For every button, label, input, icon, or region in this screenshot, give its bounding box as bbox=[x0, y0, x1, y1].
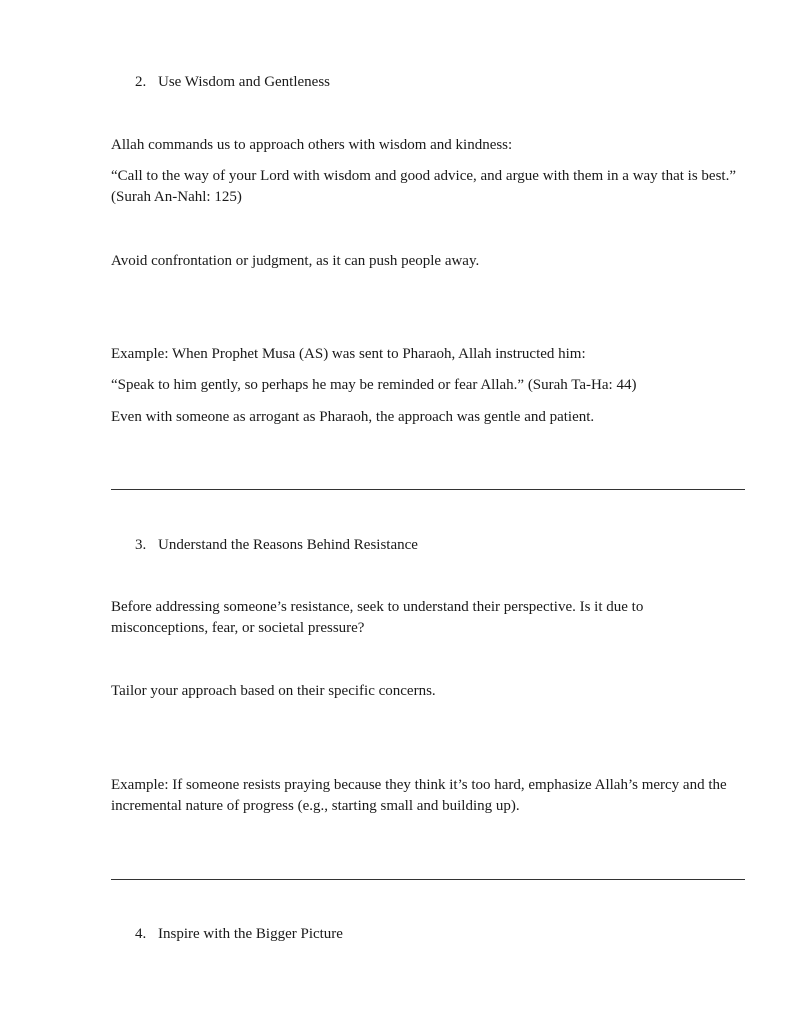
paragraph: Before addressing someone’s resistance, seek to understand their perspective. Is it due to misconceptions, fear, or societal pressure? bbox=[111, 599, 644, 636]
paragraph: Avoid confrontation or judgment, as it can push people away. bbox=[111, 253, 480, 269]
section-heading-3 bbox=[135, 535, 418, 555]
section-title: Understand the Reasons Behind Resistance bbox=[158, 537, 418, 553]
horizontal-divider bbox=[111, 879, 745, 880]
paragraph: Even with someone as arrogant as Pharaoh, the approach was gentle and patient. bbox=[111, 409, 595, 425]
section-title: Use Wisdom and Gentleness bbox=[158, 74, 331, 90]
section-heading-2 bbox=[135, 72, 330, 92]
quote-paragraph: “Speak to him gently, so perhaps he may be reminded or fear Allah.” (Surah Ta-Ha: 44) bbox=[111, 377, 637, 393]
section-number: 2. bbox=[135, 74, 147, 90]
example-paragraph: Example: If someone resists praying because they think it’s too hard, emphasize Allah’s mercy and the incremental nature of progress (e.g., starting small and building up). bbox=[111, 777, 727, 814]
section-heading-4 bbox=[135, 924, 343, 944]
section-title: Inspire with the Bigger Picture bbox=[158, 926, 343, 942]
paragraph: Tailor your approach based on their specific concerns. bbox=[111, 683, 436, 699]
quote-paragraph: “Call to the way of your Lord with wisdom and good advice, and argue with them in a way that is best.” (Surah An-Nahl: 125) bbox=[111, 168, 736, 205]
paragraph: Allah commands us to approach others with wisdom and kindness: bbox=[111, 137, 513, 153]
section-number: 3. bbox=[135, 537, 147, 553]
example-paragraph: Example: When Prophet Musa (AS) was sent to Pharaoh, Allah instructed him: bbox=[111, 346, 586, 362]
section-number: 4. bbox=[135, 926, 147, 942]
horizontal-divider bbox=[111, 489, 745, 490]
